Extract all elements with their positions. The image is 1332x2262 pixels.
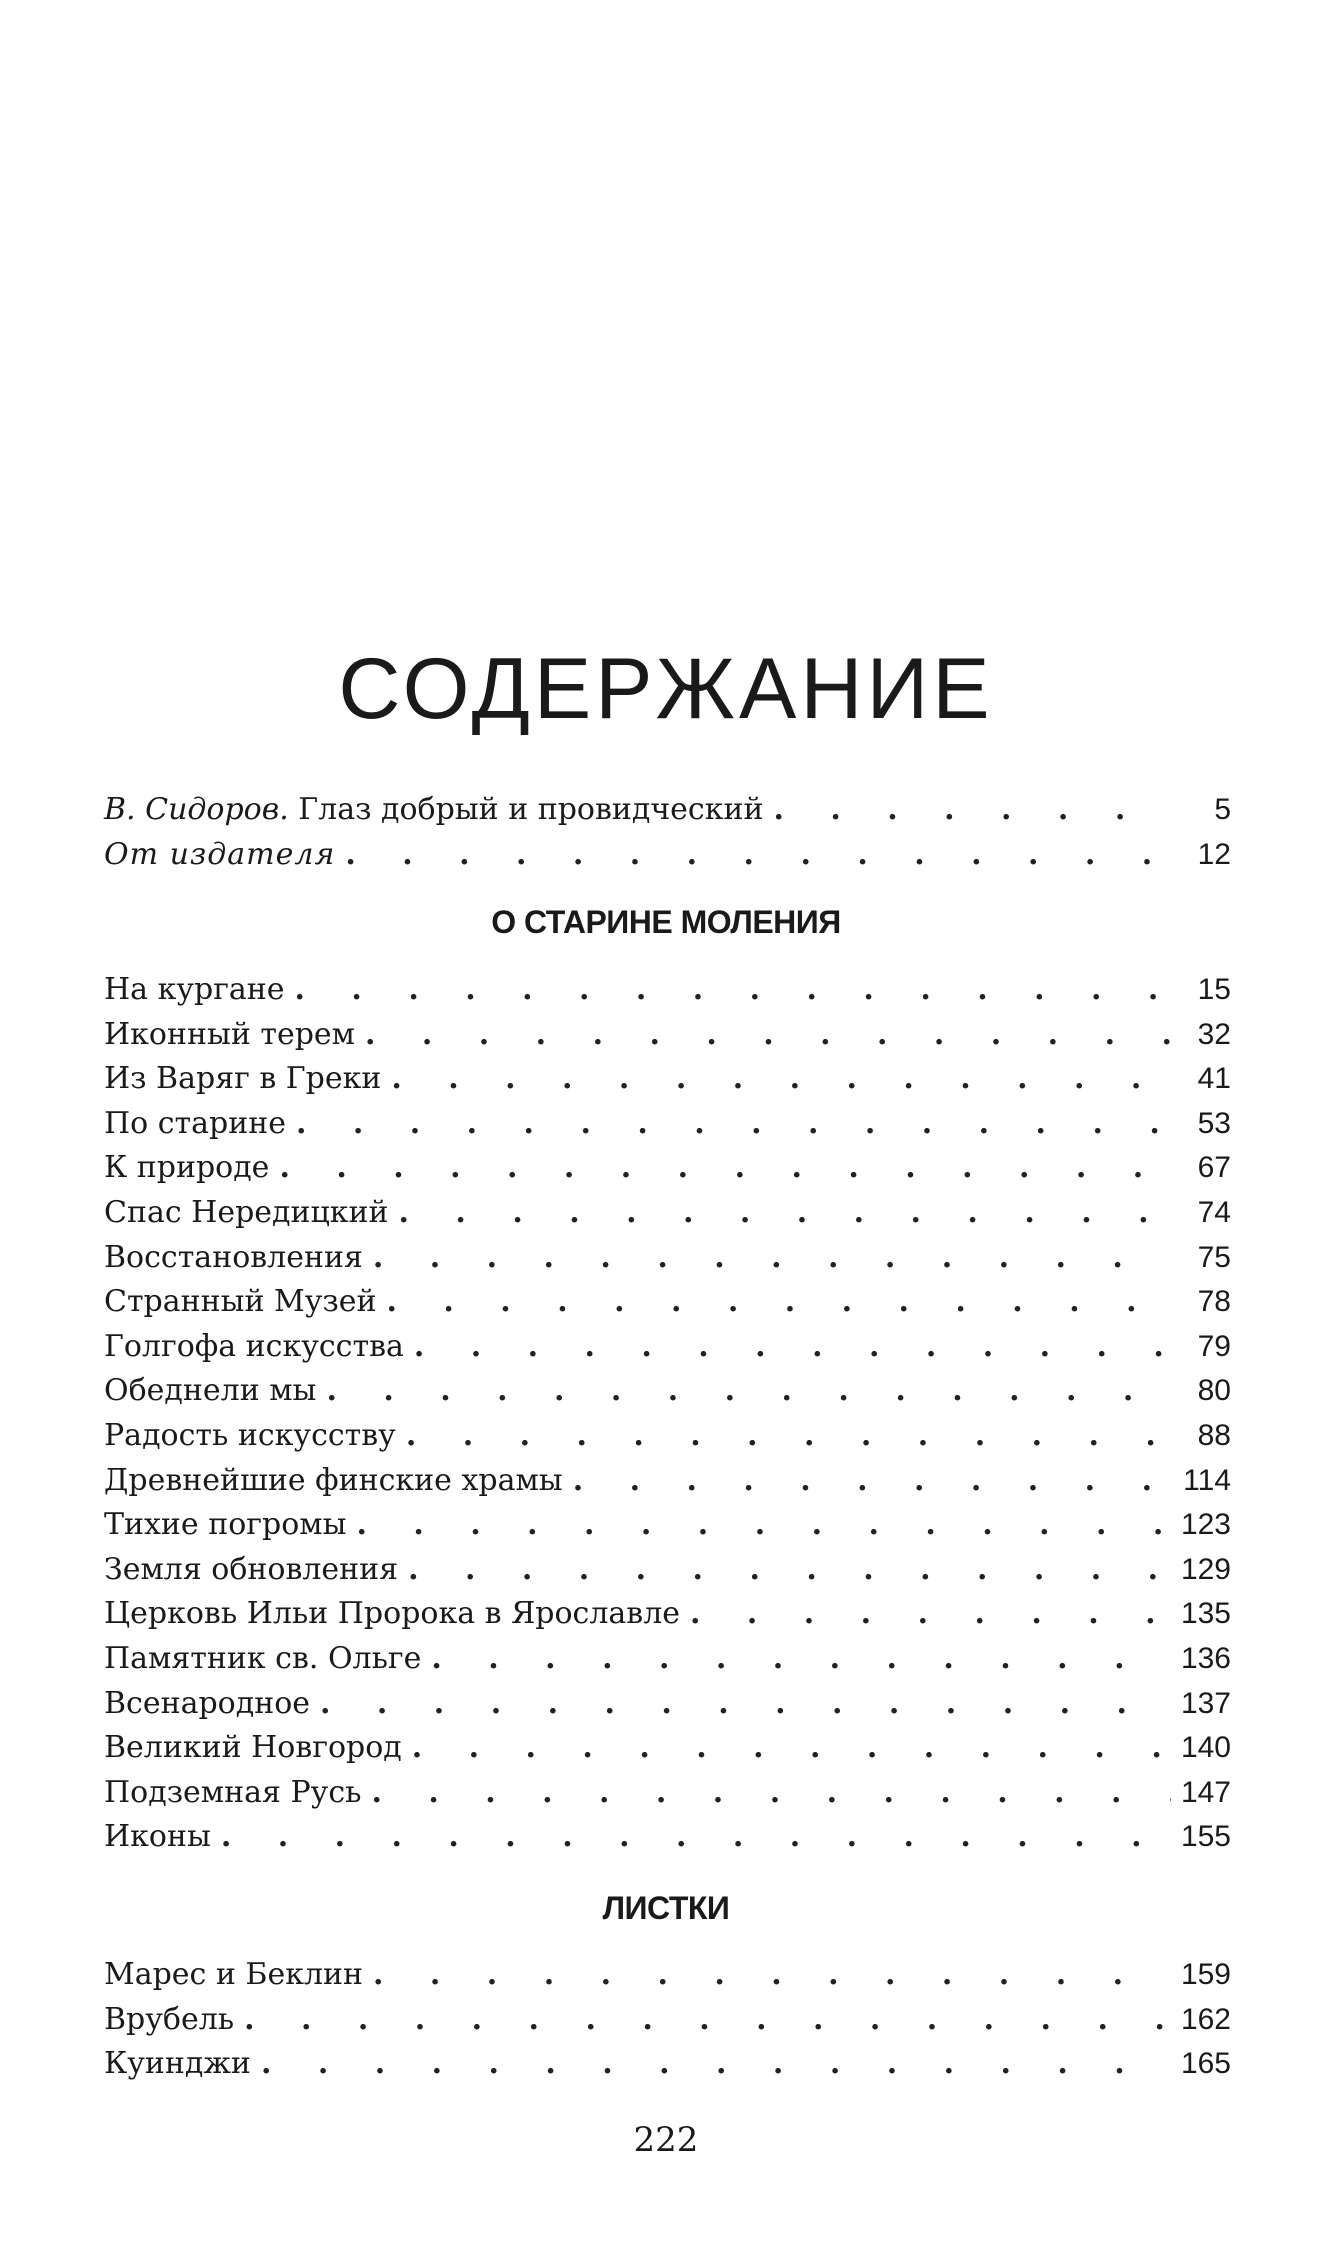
toc-entry [104,1552,1231,1597]
toc-entry-title: Восстановления [104,1239,363,1275]
dot-leader [573,1463,1171,1498]
toc-entry-author: В. Сидоров. [104,792,289,827]
toc-entry-title: Из Варяг в Греки [104,1061,382,1097]
dot-leader [431,1641,1171,1676]
toc-entry [104,1957,1231,2002]
dot-leader [406,1418,1171,1453]
toc-entry-title: Радость искусству [104,1417,396,1453]
page-number: 222 [633,2120,699,2160]
dot-leader [261,2046,1171,2081]
dot-leader [279,1150,1171,1185]
toc-entry-page: 165 [1180,2047,1231,2081]
toc-entry [104,1596,1231,1641]
page-title: СОДЕРЖАНИЕ [338,641,994,737]
toc-entry [104,1240,1231,1285]
toc-entry [104,1775,1231,1820]
dot-leader [391,1061,1171,1096]
toc-entry-page: 135 [1180,1597,1231,1631]
toc-entry [104,1106,1231,1151]
toc-entry-page: 41 [1197,1062,1231,1096]
toc-entry-title: На кургане [104,972,285,1007]
toc-entry-title: К природе [104,1150,270,1186]
dot-leader [387,1284,1171,1319]
toc-entry-title: Врубель [104,2001,235,2037]
toc-entry-title: Церковь Ильи Пророка в Ярославле [104,1596,681,1632]
dot-leader [326,1373,1171,1408]
toc-entry-title: Подземная Русь [104,1774,362,1810]
toc-entry-page: 140 [1180,1731,1231,1765]
toc-entry [104,1329,1231,1374]
section-heading: О СТАРИНЕ МОЛЕНИЯ [491,904,841,940]
toc-entry-page: 80 [1197,1374,1231,1408]
section-list [104,1957,1231,2091]
toc-entry-title: Иконы [104,1819,211,1855]
toc-entry-page: 67 [1197,1151,1231,1185]
dot-leader [773,792,1171,827]
toc-entry [104,1284,1231,1329]
toc-entry-title: Глаз добрый и провидческий [298,792,764,827]
dot-leader [412,1730,1171,1765]
toc-entry-page: 147 [1180,1775,1231,1809]
toc-entry-title: Тихие погромы [104,1507,347,1543]
toc-entry-page: 88 [1197,1418,1231,1452]
front-matter-list [104,792,1231,881]
toc-entry-title: Спас Нередицкий [104,1194,389,1230]
toc-entry-title: Иконный терем [104,1016,356,1052]
toc-entry-page: 129 [1180,1552,1231,1586]
toc-entry-page: 114 [1183,1463,1231,1497]
toc-entry [104,972,1231,1017]
toc-entry-title: Великий Новгород [104,1730,402,1766]
section-heading: ЛИСТКИ [602,1890,730,1926]
dot-leader [320,1686,1171,1721]
dot-leader [221,1819,1171,1854]
toc-entry-page: 78 [1197,1285,1231,1319]
toc-entry-title: Обеднели мы [104,1373,317,1409]
toc-entry [104,2046,1231,2091]
toc-entry-page: 75 [1197,1240,1231,1274]
toc-entry [104,2002,1231,2047]
toc-entry [104,1061,1231,1106]
toc-entry [104,1819,1231,1864]
toc-entry-page: 5 [1214,793,1231,826]
dot-leader [373,1957,1171,1992]
toc-entry-title: Земля обновления [104,1551,399,1587]
toc-entry [104,1373,1231,1418]
toc-entry-page: 12 [1197,837,1231,871]
dot-leader [399,1195,1171,1230]
toc-entry [104,1730,1231,1775]
dot-leader [296,1106,1171,1141]
dot-leader [414,1329,1171,1364]
toc-entry-title: Куинджи [104,2046,251,2082]
dot-leader [345,837,1171,872]
toc-entry-page: 159 [1180,1958,1231,1991]
dot-leader [295,972,1171,1007]
toc-entry [104,1195,1231,1240]
toc-entry-page: 155 [1180,1820,1231,1854]
toc-entry-title: Памятник св. Ольге [104,1640,422,1676]
toc-entry [104,1686,1231,1731]
toc-entry-title: Древнейшие финские храмы [104,1462,563,1498]
toc-entry-page: 15 [1197,973,1231,1006]
section-list [104,972,1231,1864]
toc-entry [104,1641,1231,1686]
toc-entry-title: Странный Музей [104,1284,377,1320]
toc-entry-page: 162 [1180,2002,1231,2036]
toc-entry-title: Голгофа искусства [104,1328,404,1364]
toc-entry-page: 32 [1197,1017,1231,1051]
toc-entry-title: По старине [104,1105,286,1141]
toc-entry [104,1017,1231,1062]
toc-entry-title: Марес и Беклин [104,1957,364,1992]
toc-entry-title: От издателя [104,836,336,872]
dot-leader [244,2002,1171,2037]
toc-entry [104,1418,1231,1463]
dot-leader [365,1017,1171,1052]
dot-leader [408,1552,1171,1587]
toc-entry [104,1507,1231,1552]
toc-entry-page: 123 [1180,1508,1231,1542]
dot-leader [373,1240,1171,1275]
toc-entry [104,1463,1231,1508]
toc-entry-page: 74 [1197,1195,1231,1229]
toc-entry [104,1150,1231,1195]
toc-entry-page: 79 [1197,1329,1231,1363]
toc-entry [104,792,1231,837]
toc-entry [104,837,1231,882]
dot-leader [356,1507,1171,1542]
toc-entry-page: 53 [1197,1106,1231,1140]
dot-leader [690,1596,1171,1631]
toc-entry-label [104,792,773,827]
toc-entry-page: 137 [1180,1686,1231,1720]
toc-entry-page: 136 [1180,1641,1231,1675]
toc-entry-title: Всенародное [104,1685,311,1721]
dot-leader [371,1775,1171,1810]
